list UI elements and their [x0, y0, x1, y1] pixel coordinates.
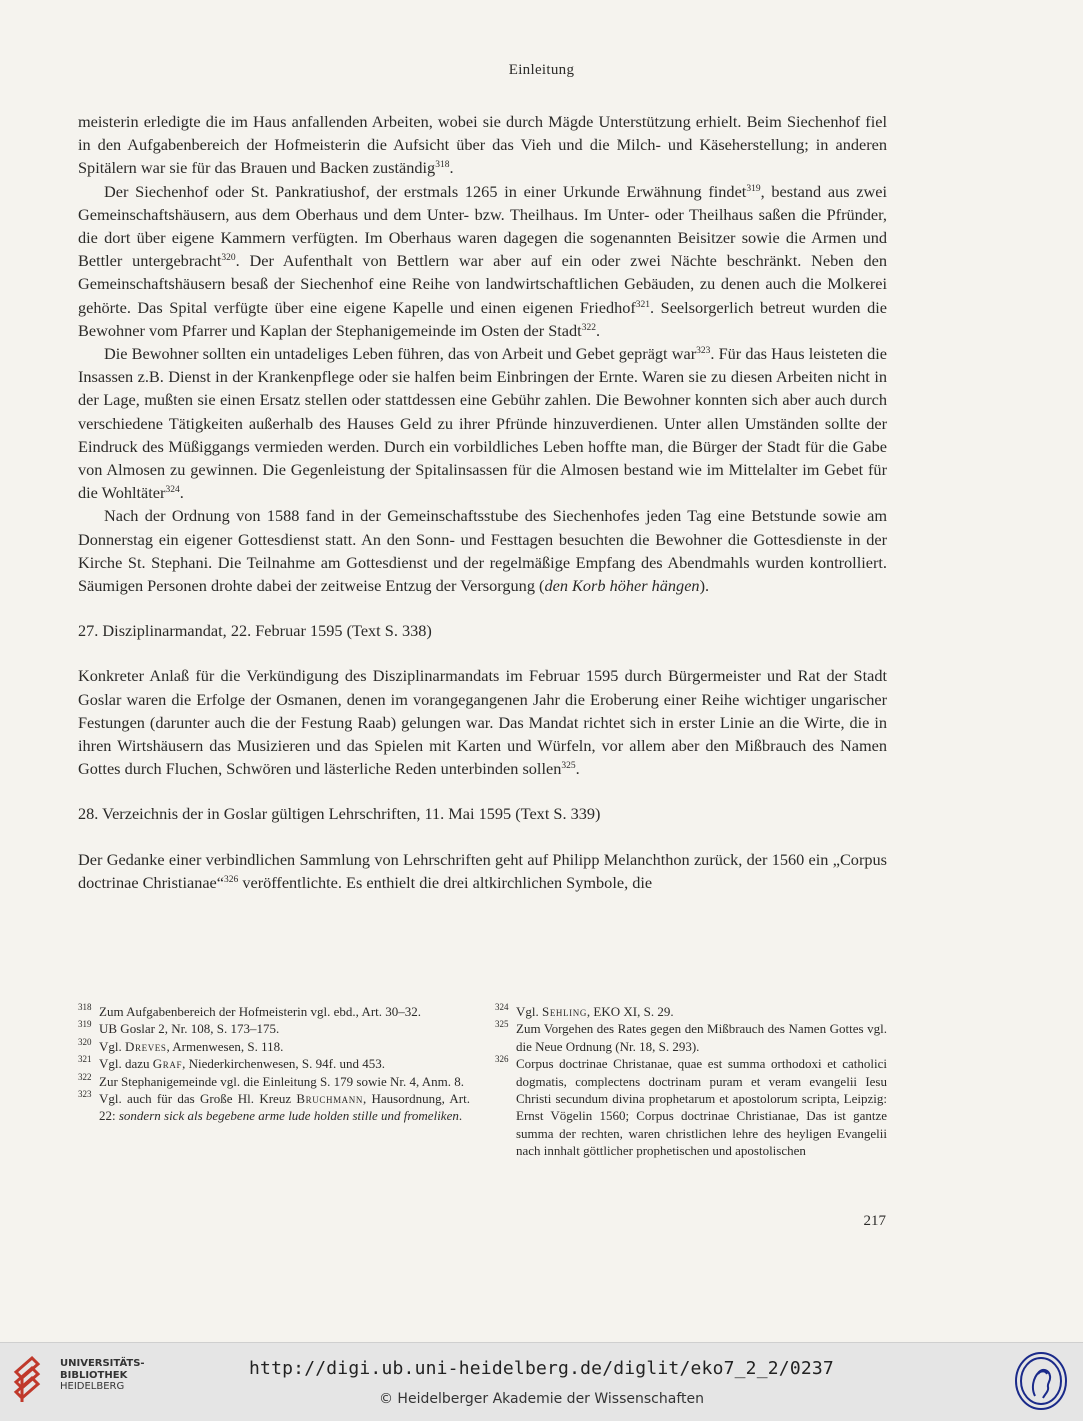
- footnote-323: 323 Vgl. auch für das Große Hl. Kreuz Bruchmann, Hausordnung, Art. 22: sondern sick als begebene arme lude holden stille und fromeliken.: [78, 1089, 470, 1124]
- paragraph-6: Der Gedanke einer verbindlichen Sammlung von Lehrschriften geht auf Philipp Melanchthon zurück, der 1560 ein „Corpus doctrinae Christianae“$^{326}$ veröffentlichte. Es enthielt die drei altkirchlichen Symbole, die: [78, 849, 887, 892]
- footnote-ref-319[interactable]: 319: [746, 183, 761, 194]
- university-library-name[interactable]: UNIVERSITÄTS- BIBLIOTHEK HEIDELBERG: [60, 1358, 145, 1392]
- paragraph-5: Konkreter Anlaß für die Verkündigung des Disziplinarmandats im Februar 1595 durch Bürgermeister und Rat der Stadt Goslar waren die Erfolge der Osmanen, denen im vorangegangenen Jahr die Eroberung einer Reihe wichtiger ungarischer Festungen (darunter auch die der Festung Raab) gelungen war. Das Mandat richtet sich in erster Linie an die Wirte, die in ihren Wirtshäusern das Musizieren und das Spielen mit Karten und Würfeln, vor allem aber den Mißbrauch des Namen Gottes durch Fluchen, Schwören und lästerliche Reden unterbinden sollen$^{325}$.: [78, 666, 887, 779]
- academy-seal-icon[interactable]: [1013, 1350, 1069, 1412]
- viewer-footer: [0, 1342, 1083, 1421]
- footnote-326: 326 Corpus doctrinae Christanae, quae est summa orthodoxi et catholici dogmatis, complectens doctrinam puram et veram evangelii Iesu Christi secundum divina prophetarum et apostolorum scripta, Leipzig: Ernst Vögelin 1560; Corpus doctrinae Christianae, Das ist gantze summa der rechten, waren christlichen lehre des heyligen Evangelii nach innhalt göttlicher prophetischen und apostolischen: [495, 1054, 887, 1159]
- page-number: 217: [863, 1213, 886, 1229]
- paragraph-4: Nach der Ordnung von 1588 fand in der Gemeinschaftsstube des Siechenhofes jeden Tag eine Betstunde sowie am Donnerstag ein eigener Gottesdienst statt. An den Sonn- und Festtagen besuchten die Bewohner die Gottesdienste in der Kirche St. Stephani. Die Teilnahme am Gottesdienst und der regelmäßige Empfang des Abendmahls wurden kontrolliert. Säumigen Personen drohte dabei der zeitweise Entzug der Versorgung (den Korb höher hängen).: [78, 506, 887, 596]
- footnote-ref-318[interactable]: 318: [435, 160, 450, 171]
- body-text: [78, 110, 887, 894]
- footnote-ref-320[interactable]: 320: [221, 253, 236, 264]
- running-title: Einleitung: [508, 62, 575, 78]
- footnote-ref-323[interactable]: 323: [696, 346, 711, 357]
- footnote-ref-325[interactable]: 325: [561, 761, 576, 772]
- footnote-ref-324[interactable]: 324: [165, 485, 180, 496]
- footnote-318: 318 Zum Aufgabenbereich der Hofmeisterin vgl. ebd., Art. 30–32.: [78, 1002, 422, 1019]
- permalink-url[interactable]: http://digi.ub.uni-heidelberg.de/diglit/eko7_2_2/0237: [249, 1358, 834, 1379]
- copyright-notice: © Heidelberger Akademie der Wissenschaften: [378, 1391, 704, 1407]
- footnote-322: 322 Zur Stephanigemeinde vgl. die Einleitung S. 179 sowie Nr. 4, Anm. 8.: [78, 1071, 465, 1089]
- footnote-ref-322[interactable]: 322: [581, 322, 596, 333]
- section-heading-28: 28. Verzeichnis der in Goslar gültigen Lehrschriften, 11. Mai 1595 (Text S. 339): [78, 804, 601, 824]
- section-heading-27: 27. Disziplinarmandat, 22. Februar 1595 (Text S. 338): [78, 621, 432, 641]
- footnotes-left-column: [78, 1003, 470, 1125]
- paragraph-3: Die Bewohner sollten ein untadeliges Leben führen, das von Arbeit und Gebet geprägt war$^{323}$. Für das Haus leisteten die Insassen z.B. Dienst in der Krankenpflege oder sie halfen beim Einbringen der Ernte. Waren sie zu diesen Arbeiten nicht in der Lage, mußten sie einen Ersatz stellen oder stattdessen eine Gebühr zahlen. Die Bewohner konnten sich aber auch durch verschiedene Tätigkeiten außerhalb des Hauses Geld zu ihrer Pfründe hinzuverdienen. Unter allen Umständen sollte der Eindruck des Müßiggangs vermieden werden. Durch ein vorbildliches Leben hoffte man, die Bürger der Stadt für die Gabe von Almosen zu gewinnen. Die Gegenleistung der Spitalinsassen für die Almosen bestand wie im Mittelalter im Gebet für die Wohltäter$^{324}$.: [78, 344, 888, 503]
- footnotes-right-column: [495, 1003, 887, 1160]
- paragraph-1: meisterin erledigte die im Haus anfallenden Arbeiten, wobei sie durch Mägde Unterstützung erhielt. Beim Siechenhof fiel in den Aufgabenbereich der Hofmeisterin die Aufsicht über das Vieh und die Milch- und Käseherstellung; in anderen Spitälern war sie für das Brauen und Backen zuständig$^{318}$.: [78, 112, 887, 178]
- footnote-ref-326[interactable]: 326: [224, 874, 239, 885]
- footnote-321: 321 Vgl. dazu Graf, Niederkirchenwesen, S. 94f. und 453.: [78, 1054, 385, 1072]
- footnote-319: 319 UB Goslar 2, Nr. 108, S. 173–175.: [78, 1019, 280, 1037]
- paragraph-2: Der Siechenhof oder St. Pankratiushof, der erstmals 1265 in einer Urkunde Erwähnung findet$^{319}$, bestand aus zwei Gemeinschaftshäusern, aus dem Oberhaus und dem Unter- bzw. Theilhaus. Im Unter- oder Theilhaus saßen die Pfründer, die dort über eigene Kammern verfügten. Im Oberhaus waren dagegen die sogenannten Beisitzer sowie die Armen und Bettler untergebracht$^{320}$. Der Aufenthalt von Bettlern war aber auf ein oder zwei Nächte beschränkt. Neben den Gemeinschaftshäusern besaß der Siechenhof eine Reihe von landwirtschaftlichen Gebäuden, zu denen auch die Molkerei gehörte. Das Spital verfügte über eine eigene Kapelle und einen eigenen Friedhof$^{321}$. Seelsorgerlich betreut wurden die Bewohner vom Pfarrer und Kaplan der Stephanigemeinde im Osten der Stadt$^{322}$.: [78, 181, 888, 340]
- footnote-320: 320 Vgl. Dreves, Armenwesen, S. 118.: [78, 1036, 284, 1054]
- footnote-324: 324 Vgl. Sehling, EKO XI, S. 29.: [495, 1002, 674, 1019]
- footnote-ref-321[interactable]: 321: [635, 299, 651, 310]
- footnote-325: 325 Zum Vorgehen des Rates gegen den Mißbrauch des Namen Gottes vgl. die Neue Ordnung (Nr. 18, S. 293).: [495, 1019, 887, 1054]
